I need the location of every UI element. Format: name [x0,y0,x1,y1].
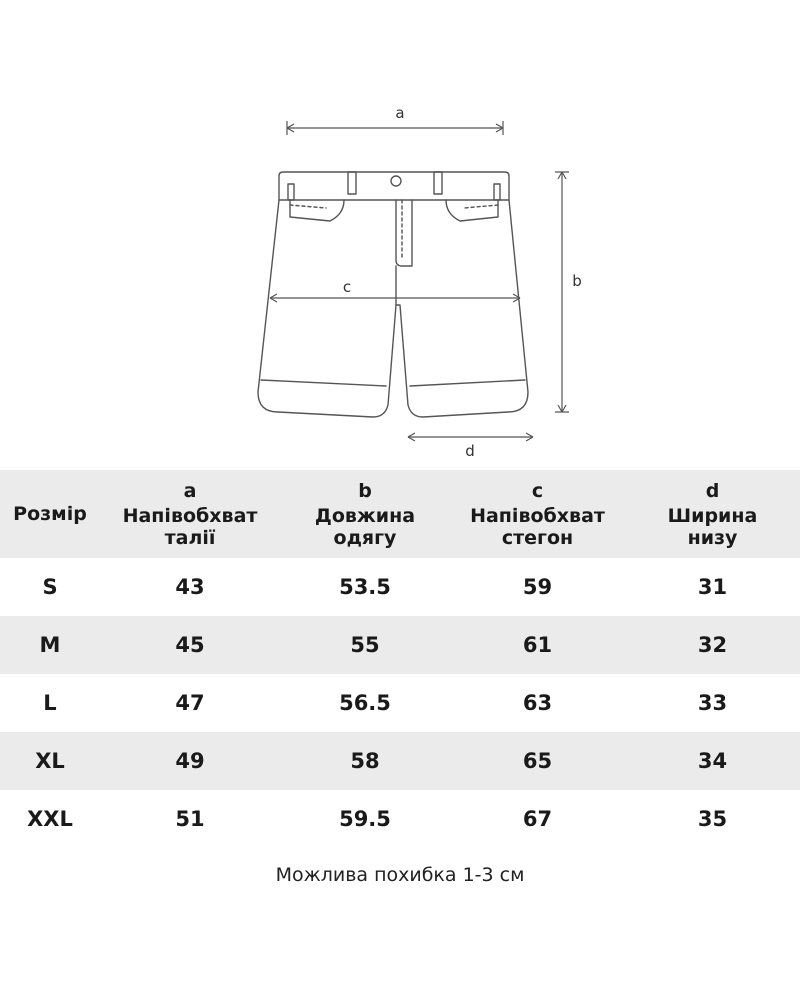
label-c: c [342,278,352,296]
cell-b: 53.5 [339,575,391,599]
tolerance-note: Можлива похибка 1-3 см [275,864,525,886]
belt-loop-side-right [494,184,500,200]
cell-a: 51 [175,807,205,831]
size-table [0,470,800,848]
header-b-line1: Довжина [314,505,416,527]
header-d-line1: Ширина [667,505,758,527]
header-a [100,470,280,558]
header-a-line2: талії [164,527,216,549]
fly [396,200,412,266]
label-d: d [465,442,475,460]
shorts-outline [258,200,528,417]
header-d-line2: низу [687,527,738,549]
cell-a: 43 [175,575,205,599]
pocket-right [446,200,498,221]
cell-d: 34 [697,749,728,773]
table-row [0,732,800,790]
table-row [0,674,800,732]
header-c-line1: Напівобхват [470,505,605,527]
pocket-left [290,200,344,221]
cell-b: 55 [350,633,380,657]
shorts-measurement-diagram [0,0,800,470]
header-b [280,470,450,558]
cell-c: 67 [522,807,553,831]
header-a-line1: Напівобхват [122,505,258,527]
right-hem [410,380,525,386]
table-row [0,616,800,674]
cell-size: S [42,575,58,599]
belt-loop-right [434,172,442,194]
cell-d: 31 [697,575,728,599]
header-c-letter: c [531,480,544,502]
table-row [0,790,800,848]
cell-c: 61 [522,633,553,657]
header-b-line2: одягу [333,527,397,549]
belt-loop-left [348,172,356,194]
header-c [450,470,625,558]
header-b-letter: b [358,480,372,502]
cell-size: XXL [27,807,73,831]
cell-b: 58 [350,749,380,773]
header-d [625,470,800,558]
cell-c: 59 [522,575,553,599]
header-c-line2: стегон [501,527,574,549]
cell-a: 47 [175,691,205,715]
cell-size: XL [35,749,65,773]
cell-c: 63 [522,691,553,715]
header-a-letter: a [183,480,197,502]
belt-loop-side-left [288,184,294,200]
label-b: b [572,272,582,290]
table-header-row [0,470,800,558]
cell-size: L [43,691,57,715]
cell-d: 35 [697,807,728,831]
cell-size: M [39,633,61,657]
header-size [0,470,100,558]
left-hem [261,380,386,386]
cell-b: 56.5 [339,691,391,715]
waist-button [391,176,401,186]
cell-a: 45 [175,633,205,657]
cell-c: 65 [522,749,553,773]
cell-a: 49 [175,749,205,773]
table-row [0,558,800,616]
cell-b: 59.5 [339,807,391,831]
cell-d: 33 [697,691,728,715]
header-d-letter: d [705,480,720,502]
cell-d: 32 [697,633,728,657]
header-size-label: Розмір [13,503,87,525]
label-a: a [395,104,405,122]
